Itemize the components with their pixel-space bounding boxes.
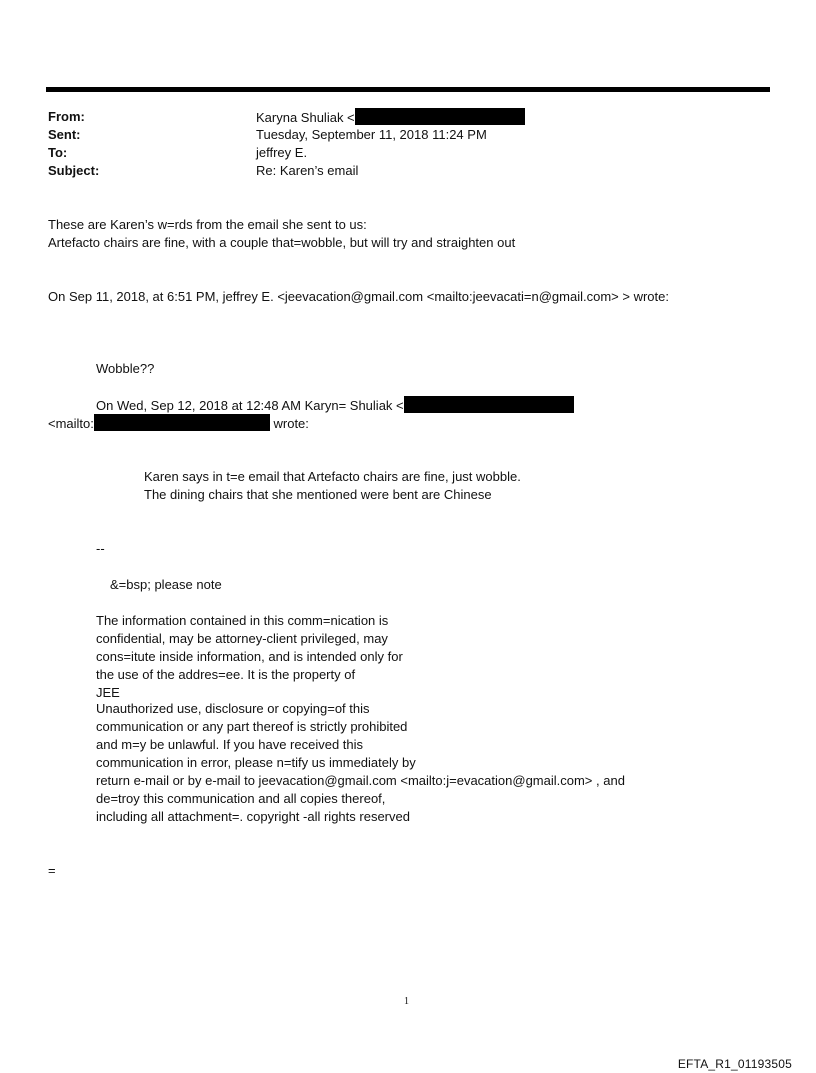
bates-number: EFTA_R1_01193505 bbox=[677, 1057, 792, 1071]
wobble-line: Wobble?? bbox=[96, 361, 155, 376]
quote1-header: On Sep 11, 2018, at 6:51 PM, jeffrey E. <jeevacation@gmail.com <mailto:jeevacati=n@gmail.com> > wrote: bbox=[48, 289, 669, 304]
disclaimer-line: and m=y be unlawful. If you have received this bbox=[96, 737, 364, 752]
redaction-box bbox=[404, 396, 574, 413]
from-label: From: bbox=[48, 109, 85, 124]
please-note: &=bsp; please note bbox=[110, 577, 222, 592]
mailto-prefix: <mailto: bbox=[48, 416, 94, 431]
disclaimer-line: the use of the addres=ee. It is the property of bbox=[96, 667, 356, 682]
to-value: jeffrey E. bbox=[256, 145, 308, 160]
sent-value: Tuesday, September 11, 2018 11:24 PM bbox=[256, 127, 487, 142]
header-rule bbox=[46, 87, 770, 92]
disclaimer-line: return e-mail or by e-mail to jeevacation@gmail.com <mailto:j=evacation@gmail.com> , and bbox=[96, 773, 625, 788]
subject-value: Re: Karen’s email bbox=[256, 163, 359, 178]
disclaimer-line: communication in error, please n=tify us immediately by bbox=[96, 755, 416, 770]
disclaimer-line: including all attachment=. copyright -all rights reserved bbox=[96, 809, 410, 824]
to-label: To: bbox=[48, 145, 68, 160]
disclaimer-line: The information contained in this comm=nication is bbox=[96, 613, 389, 628]
page-number: 1 bbox=[404, 996, 409, 1007]
trailing-equals: = bbox=[48, 863, 56, 878]
intro-line-2: Artefacto chairs are fine, with a couple that=wobble, but will try and straighten out bbox=[48, 235, 516, 250]
disclaimer-line: communication or any part thereof is strictly prohibited bbox=[96, 719, 408, 734]
redaction-box bbox=[94, 414, 270, 431]
intro-line-1: These are Karen’s w=rds from the email she sent to us: bbox=[48, 217, 367, 232]
disclaimer-line: JEE bbox=[96, 685, 120, 700]
disclaimer-line: de=troy this communication and all copies thereof, bbox=[96, 791, 386, 806]
subject-label: Subject: bbox=[48, 163, 100, 178]
disclaimer-line: cons=itute inside information, and is intended only for bbox=[96, 649, 403, 664]
from-name: Karyna Shuliak < bbox=[256, 110, 355, 125]
sent-label: Sent: bbox=[48, 127, 81, 142]
disclaimer-line: Unauthorized use, disclosure or copying=of this bbox=[96, 701, 370, 716]
signature-dashes: -- bbox=[96, 541, 105, 556]
quote2-header-a bbox=[96, 396, 574, 415]
wrote-suffix: wrote: bbox=[269, 416, 309, 431]
quote2-header-text: On Wed, Sep 12, 2018 at 12:48 AM Karyn= Shuliak < bbox=[96, 398, 404, 413]
from-value bbox=[256, 108, 525, 127]
redaction-box bbox=[355, 108, 525, 125]
quote2-header-b bbox=[48, 414, 309, 433]
disclaimer-line: confidential, may be attorney-client privileged, may bbox=[96, 631, 388, 646]
karen-line-2: The dining chairs that she mentioned were bent are Chinese bbox=[144, 487, 492, 502]
karen-line-1: Karen says in t=e email that Artefacto chairs are fine, just wobble. bbox=[144, 469, 521, 484]
